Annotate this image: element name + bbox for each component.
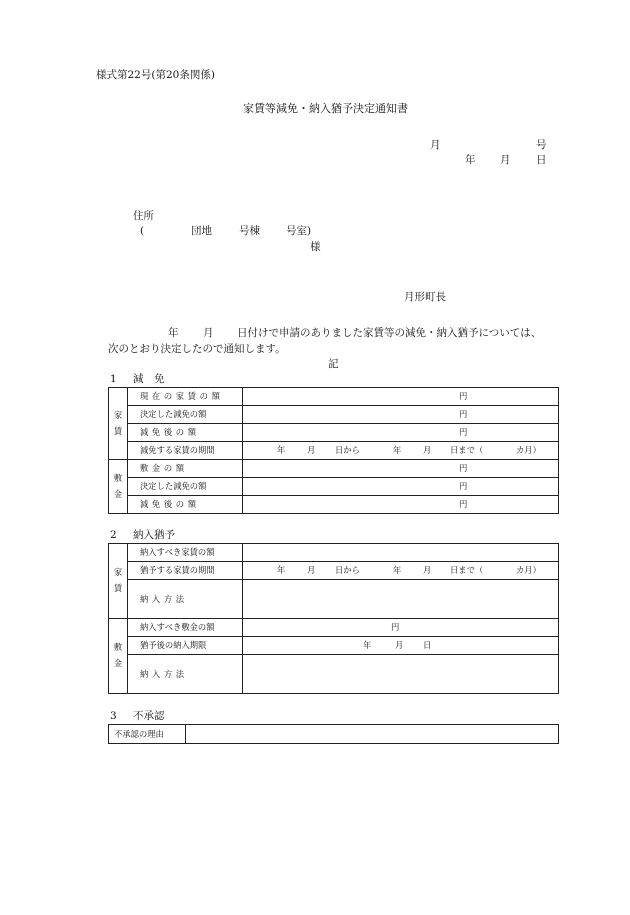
period-from: 日から: [335, 565, 360, 575]
table-row: [109, 442, 559, 460]
deferral-period-value[interactable]: [243, 562, 559, 580]
period-months: カ月）: [516, 565, 541, 575]
doc-number-month: 月: [430, 139, 441, 151]
period-month-end: 月: [423, 445, 432, 455]
date-day: 日: [536, 154, 547, 166]
section3-number: 3: [110, 710, 117, 722]
rejection-reason-label: 不承認の理由: [109, 725, 186, 744]
table-row: [109, 424, 559, 442]
section1-number: 1: [110, 373, 117, 385]
yen-unit: 円: [459, 391, 468, 401]
table-row: [109, 478, 559, 496]
reduction-period-value[interactable]: [243, 442, 559, 460]
period-year-start: 年: [277, 565, 286, 575]
deposit-decided-label: 決定した減免の額: [128, 478, 243, 496]
table-row: [109, 725, 559, 744]
yen-unit: 円: [459, 481, 468, 491]
section2-heading: 納入猶予: [133, 529, 175, 541]
deadline-month: 月: [395, 640, 404, 650]
table-row: [109, 496, 559, 514]
deposit-amount-value[interactable]: [243, 460, 559, 478]
table-row: [109, 406, 559, 424]
table-row: [109, 580, 559, 619]
doc-number-go: 号: [536, 139, 547, 151]
rent-due-value[interactable]: [243, 544, 559, 562]
group-rent: 家 賃: [109, 388, 128, 460]
deposit-due-value[interactable]: [243, 619, 559, 637]
group-rent: 家 賃: [109, 544, 128, 619]
after-reduction-value[interactable]: [243, 424, 559, 442]
deadline-label: 猶予後の納入期限: [128, 637, 243, 655]
date-year: 年: [465, 154, 476, 166]
body-line2: 次のとおり決定したので通知します。: [108, 343, 286, 355]
decided-reduction-label: 決定した減免の額: [128, 406, 243, 424]
deferral-period-label: 猶予する家賃の期間: [128, 562, 243, 580]
deadline-day: 日: [423, 640, 432, 650]
decided-reduction-value[interactable]: [243, 406, 559, 424]
section2-number: 2: [110, 529, 117, 541]
period-month-end: 月: [423, 565, 432, 575]
yen-unit: 円: [459, 463, 468, 473]
address-goto: 号棟: [239, 225, 260, 237]
ki-marker: 記: [328, 358, 339, 370]
address-goshitsu: 号室): [286, 225, 312, 237]
table-row: [109, 544, 559, 562]
body-year: 年: [168, 327, 179, 339]
deadline-value[interactable]: [243, 637, 559, 655]
period-until: 日まで（: [450, 445, 484, 455]
yen-unit: 円: [459, 499, 468, 509]
group-deposit: 敷 金: [109, 619, 128, 694]
table-row: [109, 655, 559, 694]
rent-payment-method-label: 納 入 方 法: [128, 580, 243, 619]
address-label: 住所: [133, 210, 154, 222]
form-id: 様式第22号(第20条関係): [96, 69, 215, 81]
current-rent-label: 現 在 の 家 賃 の 額: [128, 388, 243, 406]
reduction-period-label: 減免する家賃の期間: [128, 442, 243, 460]
section3-heading: 不承認: [133, 710, 165, 722]
deposit-after-value[interactable]: [243, 496, 559, 514]
deadline-year: 年: [363, 640, 372, 650]
honorific-sama: 様: [310, 241, 321, 253]
yen-unit: 円: [459, 409, 468, 419]
deposit-amount-label: 敷 金 の 額: [128, 460, 243, 478]
period-from: 日から: [335, 445, 360, 455]
rent-due-label: 納入すべき家賃の額: [128, 544, 243, 562]
deposit-payment-method-label: 納 入 方 法: [128, 655, 243, 694]
group-deposit: 敷 金: [109, 460, 128, 514]
current-rent-value[interactable]: [243, 388, 559, 406]
rejection-table: [108, 724, 559, 744]
address-open-paren: (: [140, 225, 145, 237]
table-row: [109, 562, 559, 580]
address-danchi: 団地: [191, 225, 212, 237]
rent-payment-method-value[interactable]: [243, 580, 559, 619]
section1-heading: 減 免: [133, 373, 165, 385]
deposit-payment-method-value[interactable]: [243, 655, 559, 694]
deferral-table: [108, 543, 559, 694]
body-month: 月: [203, 327, 214, 339]
table-row: [109, 619, 559, 637]
table-row: [109, 460, 559, 478]
period-until: 日まで（: [450, 565, 484, 575]
document-title: 家賃等減免・納入猶予決定通知書: [243, 102, 408, 115]
yen-unit: 円: [391, 622, 400, 632]
period-year-end: 年: [393, 565, 402, 575]
date-month: 月: [500, 154, 511, 166]
body-line1: 日付けで申請のありました家賃等の減免・納入猶予については、: [237, 327, 542, 339]
period-month-start: 月: [307, 445, 316, 455]
table-row: [109, 637, 559, 655]
deposit-decided-value[interactable]: [243, 478, 559, 496]
period-month-start: 月: [307, 565, 316, 575]
issuer: 月形町長: [404, 291, 446, 303]
deposit-due-label: 納入すべき敷金の額: [128, 619, 243, 637]
period-year-end: 年: [393, 445, 402, 455]
reduction-table: [108, 387, 559, 514]
table-row: [109, 388, 559, 406]
deposit-after-label: 減 免 後 の 額: [128, 496, 243, 514]
after-reduction-label: 減 免 後 の 額: [128, 424, 243, 442]
rejection-reason-value[interactable]: [186, 725, 559, 744]
period-months: カ月）: [516, 445, 541, 455]
period-year-start: 年: [277, 445, 286, 455]
yen-unit: 円: [459, 427, 468, 437]
